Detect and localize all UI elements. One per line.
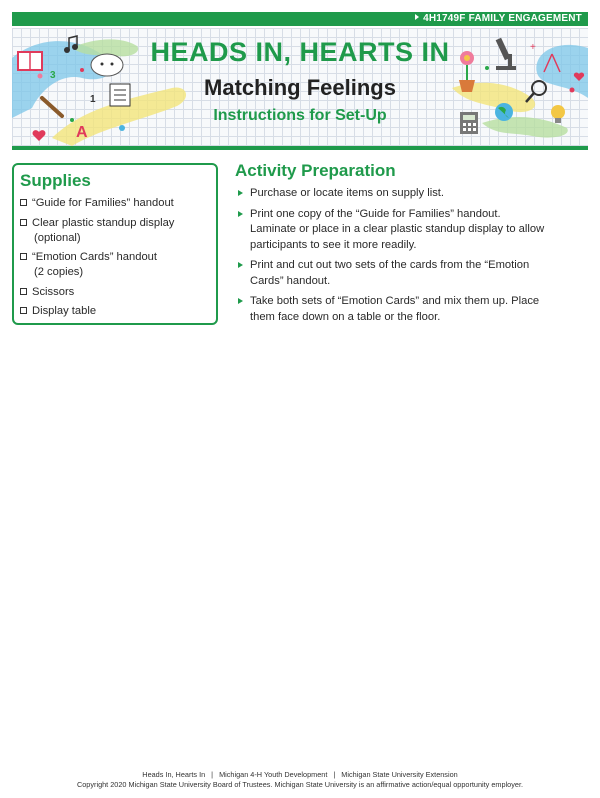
document-subtitle: Instructions for Set-Up bbox=[213, 107, 387, 124]
footer-credits: Heads In, Hearts In | Michigan 4-H Youth Development | Michigan State University Extension bbox=[142, 770, 458, 779]
supply-item: Clear plastic standup display (optional) bbox=[20, 216, 208, 246]
supplies-heading: Supplies bbox=[20, 171, 91, 190]
checkbox-icon bbox=[20, 307, 27, 314]
letter-a: A bbox=[76, 124, 88, 141]
arrow-bullet-icon bbox=[238, 262, 243, 268]
supply-item: “Emotion Cards” handout (2 copies) bbox=[20, 250, 208, 280]
banner-rule bbox=[12, 146, 588, 150]
supplies-box bbox=[12, 163, 218, 325]
arrow-bullet-icon bbox=[238, 298, 243, 304]
activity-title: Matching Feelings bbox=[204, 75, 396, 100]
preparation-step: Purchase or locate items on supply list. bbox=[235, 186, 587, 202]
preparation-step: Print one copy of the “Guide for Families” handout. Laminate or place in a clear plastic standup display to allow participants to see it more readily. bbox=[235, 207, 587, 254]
supplies-list bbox=[20, 196, 208, 319]
footer-copyright: Copyright 2020 Michigan State University Board of Trustees. Michigan State University is an affirmative action/equal opportunity employer. bbox=[76, 780, 523, 789]
checkbox-icon bbox=[20, 199, 27, 206]
preparation-steps bbox=[235, 186, 587, 325]
plus-symbol: + bbox=[530, 42, 536, 53]
preparation-heading: Activity Preparation bbox=[235, 161, 396, 180]
heart-icon bbox=[33, 130, 46, 141]
arrow-bullet-icon bbox=[238, 190, 243, 196]
checkbox-icon bbox=[20, 253, 27, 260]
activity-preparation bbox=[235, 161, 587, 330]
supply-item: “Guide for Families” handout bbox=[20, 196, 208, 211]
number-three: 3 bbox=[50, 70, 56, 81]
checkbox-icon bbox=[20, 219, 27, 226]
triangle-icon bbox=[415, 14, 419, 20]
preparation-step: Take both sets of “Emotion Cards” and mix them up. Place them face down on a table or the floor. bbox=[235, 294, 587, 325]
page-footer bbox=[0, 770, 600, 790]
publication-code: 4H1749F FAMILY ENGAGEMENT bbox=[415, 12, 582, 26]
title-banner bbox=[12, 28, 588, 146]
supply-item: Scissors bbox=[20, 285, 208, 300]
header-bar bbox=[12, 12, 588, 26]
program-title: HEADS IN, HEARTS IN bbox=[150, 37, 450, 67]
preparation-step: Print and cut out two sets of the cards from the “Emotion Cards” handout. bbox=[235, 258, 587, 289]
checkbox-icon bbox=[20, 288, 27, 295]
number-one: 1 bbox=[90, 94, 96, 105]
arrow-bullet-icon bbox=[238, 211, 243, 217]
supply-item: Display table bbox=[20, 304, 208, 319]
